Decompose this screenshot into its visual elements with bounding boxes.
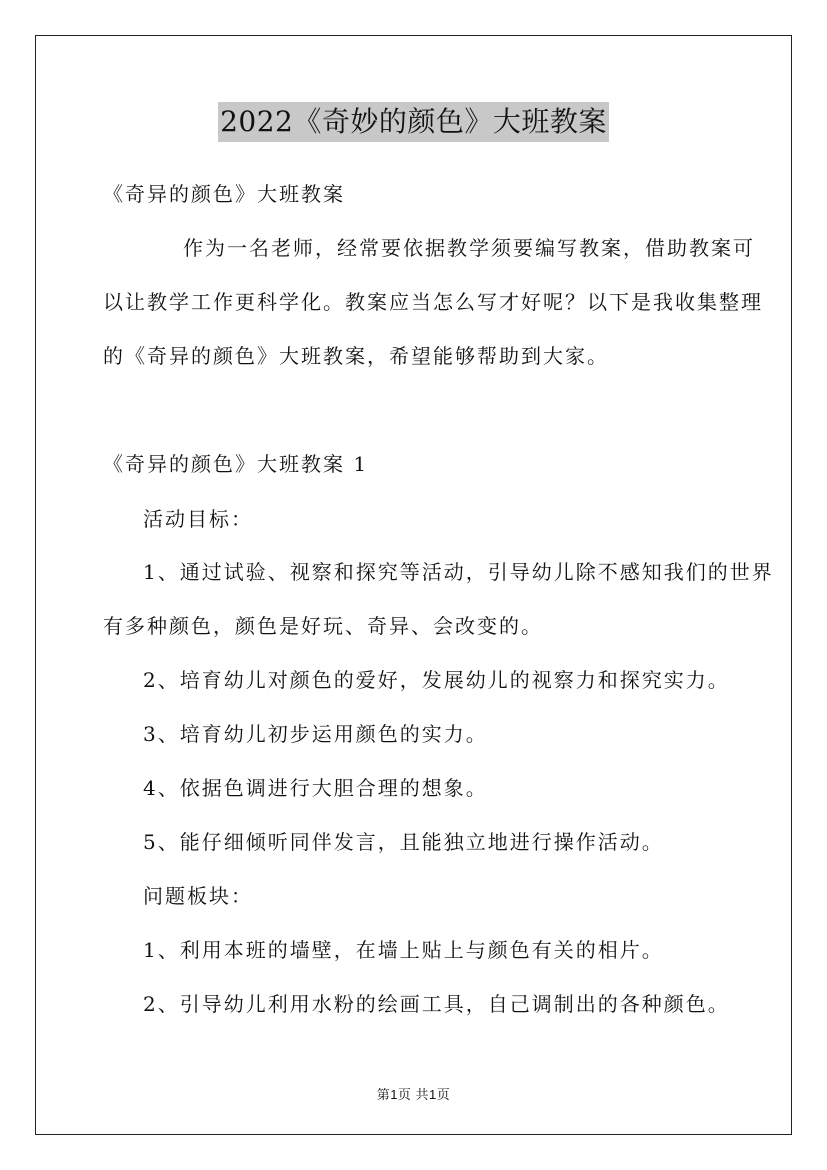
goals-label: 活动目标： [143, 507, 253, 531]
goal-1-line-2: 有多种颜色，颜色是好玩、奇异、会改变的。 [103, 614, 543, 638]
goal-3: 3、培育幼儿初步运用颜色的实力。 [143, 722, 488, 746]
document-title: 2022《奇妙的颜色》大班教案 [218, 102, 609, 142]
intro-line-2: 以让教学工作更科学化。教案应当怎么写才好呢？以下是我收集整理 [103, 290, 763, 314]
section-heading: 《奇异的颜色》大班教案 1 [103, 452, 369, 476]
goal-4: 4、依据色调进行大胆合理的想象。 [143, 776, 488, 800]
issue-2: 2、引导幼儿利用水粉的绘画工具，自己调制出的各种颜色。 [143, 992, 730, 1016]
goal-5: 5、能仔细倾听同伴发言，且能独立地进行操作活动。 [143, 830, 664, 854]
goal-2: 2、培育幼儿对颜色的爱好，发展幼儿的视察力和探究实力。 [143, 668, 730, 692]
intro-line-3: 的《奇异的颜色》大班教案，希望能够帮助到大家。 [103, 344, 609, 368]
title-container [0, 102, 827, 142]
page-footer: 第1页 共1页 [376, 1087, 451, 1102]
intro-line-1: 作为一名老师，经常要依据教学须要编写教案，借助教案可 [183, 236, 755, 260]
subtitle: 《奇异的颜色》大班教案 [103, 182, 345, 206]
goal-1-line-1: 1、通过试验、视察和探究等活动，引导幼儿除不感知我们的世界 [143, 560, 774, 584]
issue-1: 1、利用本班的墙壁，在墙上贴上与颜色有关的相片。 [143, 938, 664, 962]
issues-label: 问题板块： [143, 884, 253, 908]
